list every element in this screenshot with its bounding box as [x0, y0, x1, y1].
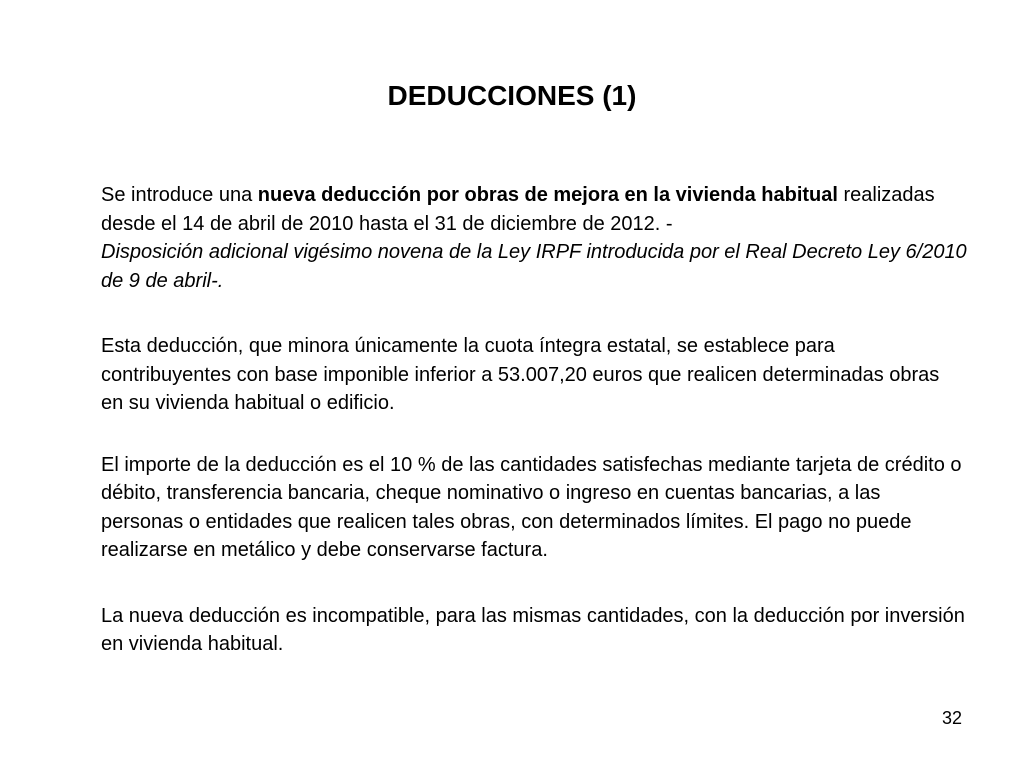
paragraph-1-legal-reference: Disposición adicional vigésimo novena de la Ley IRPF introducida por el Real Decreto Ley 6/2010 de 9 de abril-.: [101, 241, 967, 292]
slide-title: DEDUCCIONES (1): [387, 80, 637, 111]
paragraph-amount: El importe de la deducción es el 10 % de las cantidades satisfechas mediante tarjeta de crédito o débito, transferencia bancaria, cheque nominativo o ingreso en cuentas bancarias, a las personas o entidades que realicen tales obras, con determinados límites. El pago no puede realizarse en metálico y debe conservarse factura.: [101, 453, 962, 561]
slide-body: [101, 181, 967, 659]
paragraph-1-bold-term: nueva deducción por obras de mejora en la vivienda habitual: [257, 184, 838, 206]
paragraph-eligibility: Esta deducción, que minora únicamente la cuota íntegra estatal, se establece para contribuyentes con base imponible inferior a 53.007,20 euros que realicen determinadas obras en su vivienda habitual o edificio.: [101, 335, 940, 414]
paragraph-1-dates: realizadas desde el 14 de abril de 2010 hasta el 31 de diciembre de 2012. -: [101, 184, 935, 235]
page-number: 32: [941, 708, 962, 728]
paragraph-new-deduction: [101, 181, 967, 295]
paragraph-1-intro: Se introduce una: [101, 184, 258, 206]
paragraph-incompatibility: La nueva deducción es incompatible, para las mismas cantidades, con la deducción por inversión en vivienda habitual.: [101, 604, 965, 655]
